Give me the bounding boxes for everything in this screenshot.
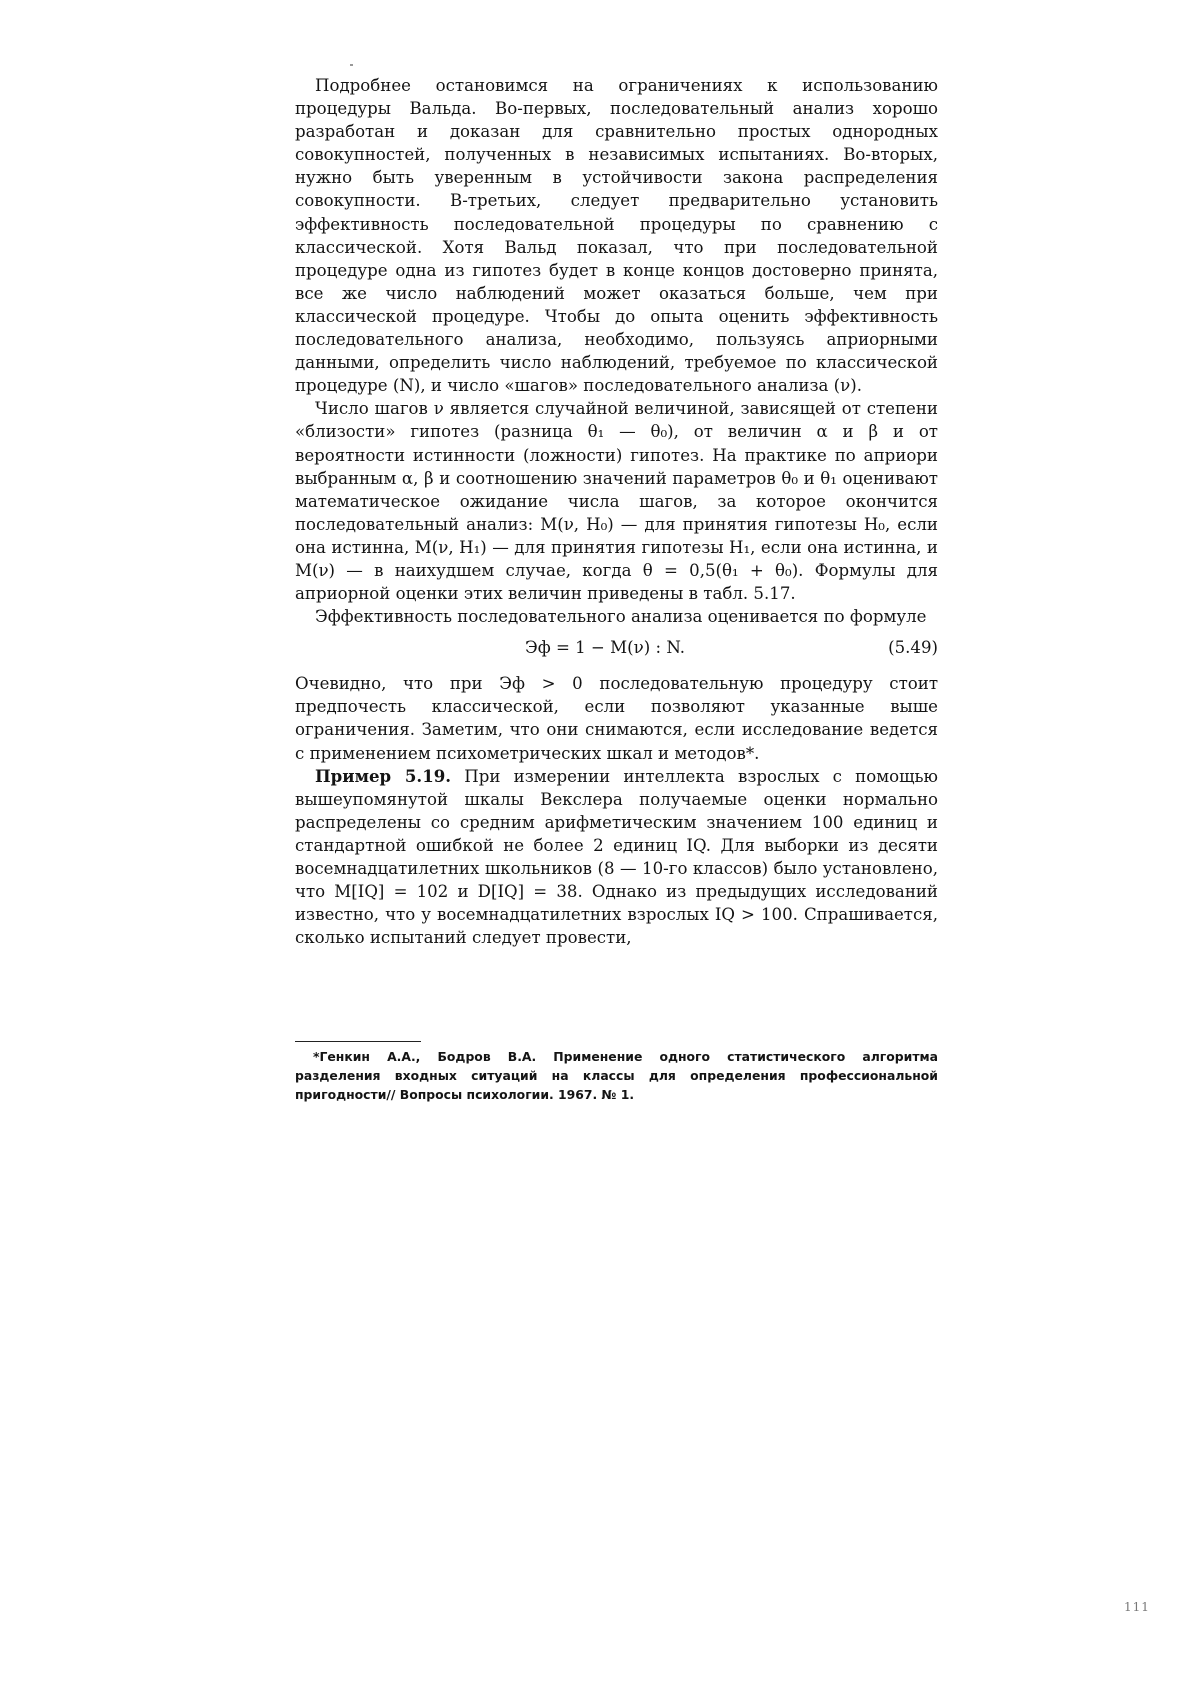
page-number: 111 (1124, 1600, 1150, 1614)
example-label: Пример 5.19. (315, 765, 452, 786)
footnote-rule (295, 1041, 421, 1042)
paragraph-wald-limitations: Подробнее остановимся на ограничениях к использованию процедуры Вальда. Во-первых, последовательный анализ хорошо разработан и доказан для сравнительно простых однородных совокупностей, полученных в независимых испытаниях. Во-вторых, нужно быть уверенным в устойчивости закона распределения совокупности. В-третьих, следует предварительно установить эффективность последовательной процедуры по сравнению с классической. Хотя Вальд показал, что при последовательной процедуре одна из гипотез будет в конце концов достоверно принята, все же число наблюдений может оказаться больше, чем при классической процедуре. Чтобы до опыта оценить эффективность последовательного анализа, необходимо, пользуясь априорными данными, определить число наблюдений, требуемое по классической процедуре (N), и число «шагов» последовательного анализа (ν). (295, 76, 938, 396)
formula-5-49 (295, 634, 938, 662)
formula-number: (5.49) (888, 638, 938, 658)
example-text: При измерении интеллекта взрослых с помощью вышеупомянутой шкалы Векслера получаемые оценки нормально распределены со средним арифметическим значением 100 единиц и стандартной ошибкой не более 2 единиц IQ. Для выборки из десяти восемнадцатилетних школьников (8 — 10-го классов) было установлено, что M[IQ] = 102 и D[IQ] = 38. Однако из предыдущих исследований известно, что у восемнадцатилетних взрослых IQ > 100. Спрашивается, сколько испытаний следует провести, (295, 766, 939, 948)
example-paragraph (295, 765, 938, 950)
paragraph-after-formula: Очевидно, что при Эф > 0 последовательную процедуру стоит предпочесть классической, если позволяют указанные выше ограничения. Заметим, что они снимаются, если исследование ведется с применением психометрических шкал и методов*. (295, 674, 938, 763)
body-text (295, 74, 938, 949)
footnote: *Генкин А.А., Бодров В.А. Применение одного статистического алгоритма разделения входных ситуаций на классы для определения профессиональной пригодности// Вопросы психологии. 1967. № 1. (295, 1049, 938, 1102)
paragraph-steps: Число шагов ν является случайной величиной, зависящей от степени «близости» гипотез (разница θ₁ — θ₀), от величин α и β и от вероятности истинности (ложности) гипотез. На практике по априори выбранным α, β и соотношению значений параметров θ₀ и θ₁ оценивают математическое ожидание числа шагов, за которое окончится последовательный анализ: M(ν, H₀) — для принятия гипотезы H₀, если она истинна, M(ν, H₁) — для принятия гипотезы H₁, если она истинна, и M(ν) — в наихудшем случае, когда θ = 0,5(θ₁ + θ₀). Формулы для априорной оценки этих величин приведены в табл. 5.17. (295, 399, 938, 604)
paragraph-efficiency-intro: Эффективность последовательного анализа оценивается по формуле (315, 607, 927, 627)
scan-speck (350, 64, 353, 66)
formula-expression: Эф = 1 − M(ν) : N. (525, 638, 686, 658)
